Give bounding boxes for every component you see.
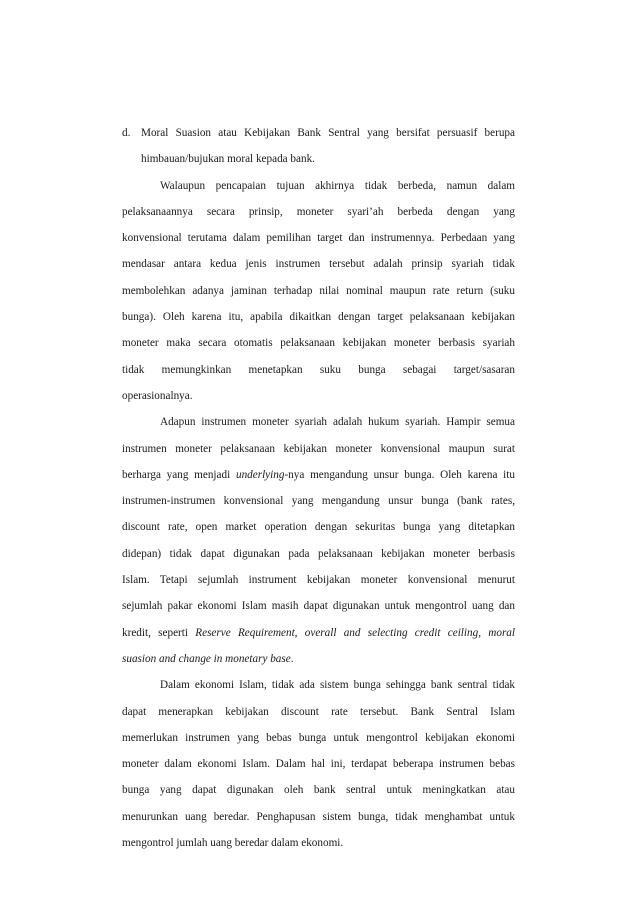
paragraph-line: bunga yang dapat digunakan oleh bank sentral untuk meningkatkan atau bbox=[122, 784, 515, 797]
paragraph-line bbox=[122, 462, 515, 488]
paragraph-line: Dalam ekonomi Islam, tidak ada sistem bunga sehingga bank sentral tidak bbox=[160, 679, 515, 692]
paragraph-line: discount rate, open market operation dengan sekuritas bunga yang ditetapkan bbox=[122, 521, 515, 534]
paragraph-line: moneter dalam ekonomi Islam. Dalam hal ini, terdapat beberapa instrumen bebas bbox=[122, 758, 515, 771]
paragraph-line bbox=[122, 646, 515, 672]
paragraph-line: Adapun instrumen moneter syariah adalah hukum syariah. Hampir semua bbox=[160, 416, 515, 429]
paragraph-line: instrumen moneter pelaksanaan kebijakan moneter konvensional maupun surat bbox=[122, 442, 515, 455]
paragraph-line: sejumlah pakar ekonomi Islam masih dapat digunakan untuk mengontrol uang dan bbox=[122, 600, 515, 613]
paragraph-line: mendasar antara kedua jenis instrumen tersebut adalah prinsip syariah tidak bbox=[122, 258, 515, 271]
list-item-text-line: himbauan/bujukan moral kepada bank. bbox=[141, 153, 315, 166]
paragraph-line: operasionalnya. bbox=[122, 389, 193, 402]
text-run: -nya mengandung unsur bunga. Oleh karena itu bbox=[284, 468, 515, 481]
italic-term: suasion and change in monetary base bbox=[122, 652, 291, 665]
paragraph-line: mengontrol jumlah uang beredar dalam ekonomi. bbox=[122, 837, 344, 850]
paragraph-line: membolehkan adanya jaminan terhadap nilai nominal maupun rate return (suku bbox=[122, 284, 515, 297]
paragraph-line: bunga). Oleh karena itu, apabila dikaitkan dengan target pelaksanaan kebijakan bbox=[122, 311, 515, 324]
paragraph-line: konvensional terutama dalam pemilihan target dan instrumennya. Perbedaan yang bbox=[122, 232, 515, 245]
paragraph-line: pelaksanaannya secara prinsip, moneter syari’ah berbeda dengan yang bbox=[122, 205, 515, 218]
text-run: kredit, seperti bbox=[122, 626, 196, 639]
paragraph-line: didepan) tidak dapat digunakan pada pelaksanaan kebijakan moneter berbasis bbox=[122, 547, 515, 560]
italic-term: Reserve Requirement, overall and selecting credit ceiling, moral bbox=[195, 626, 516, 639]
paragraph-line bbox=[122, 620, 515, 646]
text-run: . bbox=[290, 652, 294, 665]
paragraph-line: tidak memungkinkan menetapkan suku bunga sebagai target/sasaran bbox=[122, 363, 515, 376]
list-marker: d. bbox=[122, 127, 131, 139]
list-item-text-line: Moral Suasion atau Kebijakan Bank Sentral yang bersifat persuasif berupa bbox=[141, 127, 515, 139]
list-item-d bbox=[122, 120, 515, 146]
text-run: berharga yang menjadi bbox=[122, 468, 236, 481]
paragraph-line: memerlukan instrumen yang bebas bunga untuk mengontrol kebijakan ekonomi bbox=[122, 731, 515, 744]
paragraph-line: dapat menerapkan kebijakan discount rate tersebut. Bank Sentral Islam bbox=[122, 705, 515, 718]
italic-term: underlying bbox=[235, 468, 285, 481]
paragraph-line: moneter maka secara otomatis pelaksanaan kebijakan moneter berbasis syariah bbox=[122, 337, 515, 350]
paragraph-line: menurunkan uang beredar. Penghapusan sistem bunga, tidak menghambat untuk bbox=[122, 810, 515, 823]
document-body bbox=[122, 120, 515, 856]
paragraph-line: Walaupun pencapaian tujuan akhirnya tidak berbeda, namun dalam bbox=[160, 179, 515, 192]
paragraph-line: instrumen-instrumen konvensional yang mengandung unsur bunga (bank rates, bbox=[122, 495, 515, 508]
paragraph-line: Islam. Tetapi sejumlah instrument kebijakan moneter konvensional menurut bbox=[122, 574, 515, 587]
